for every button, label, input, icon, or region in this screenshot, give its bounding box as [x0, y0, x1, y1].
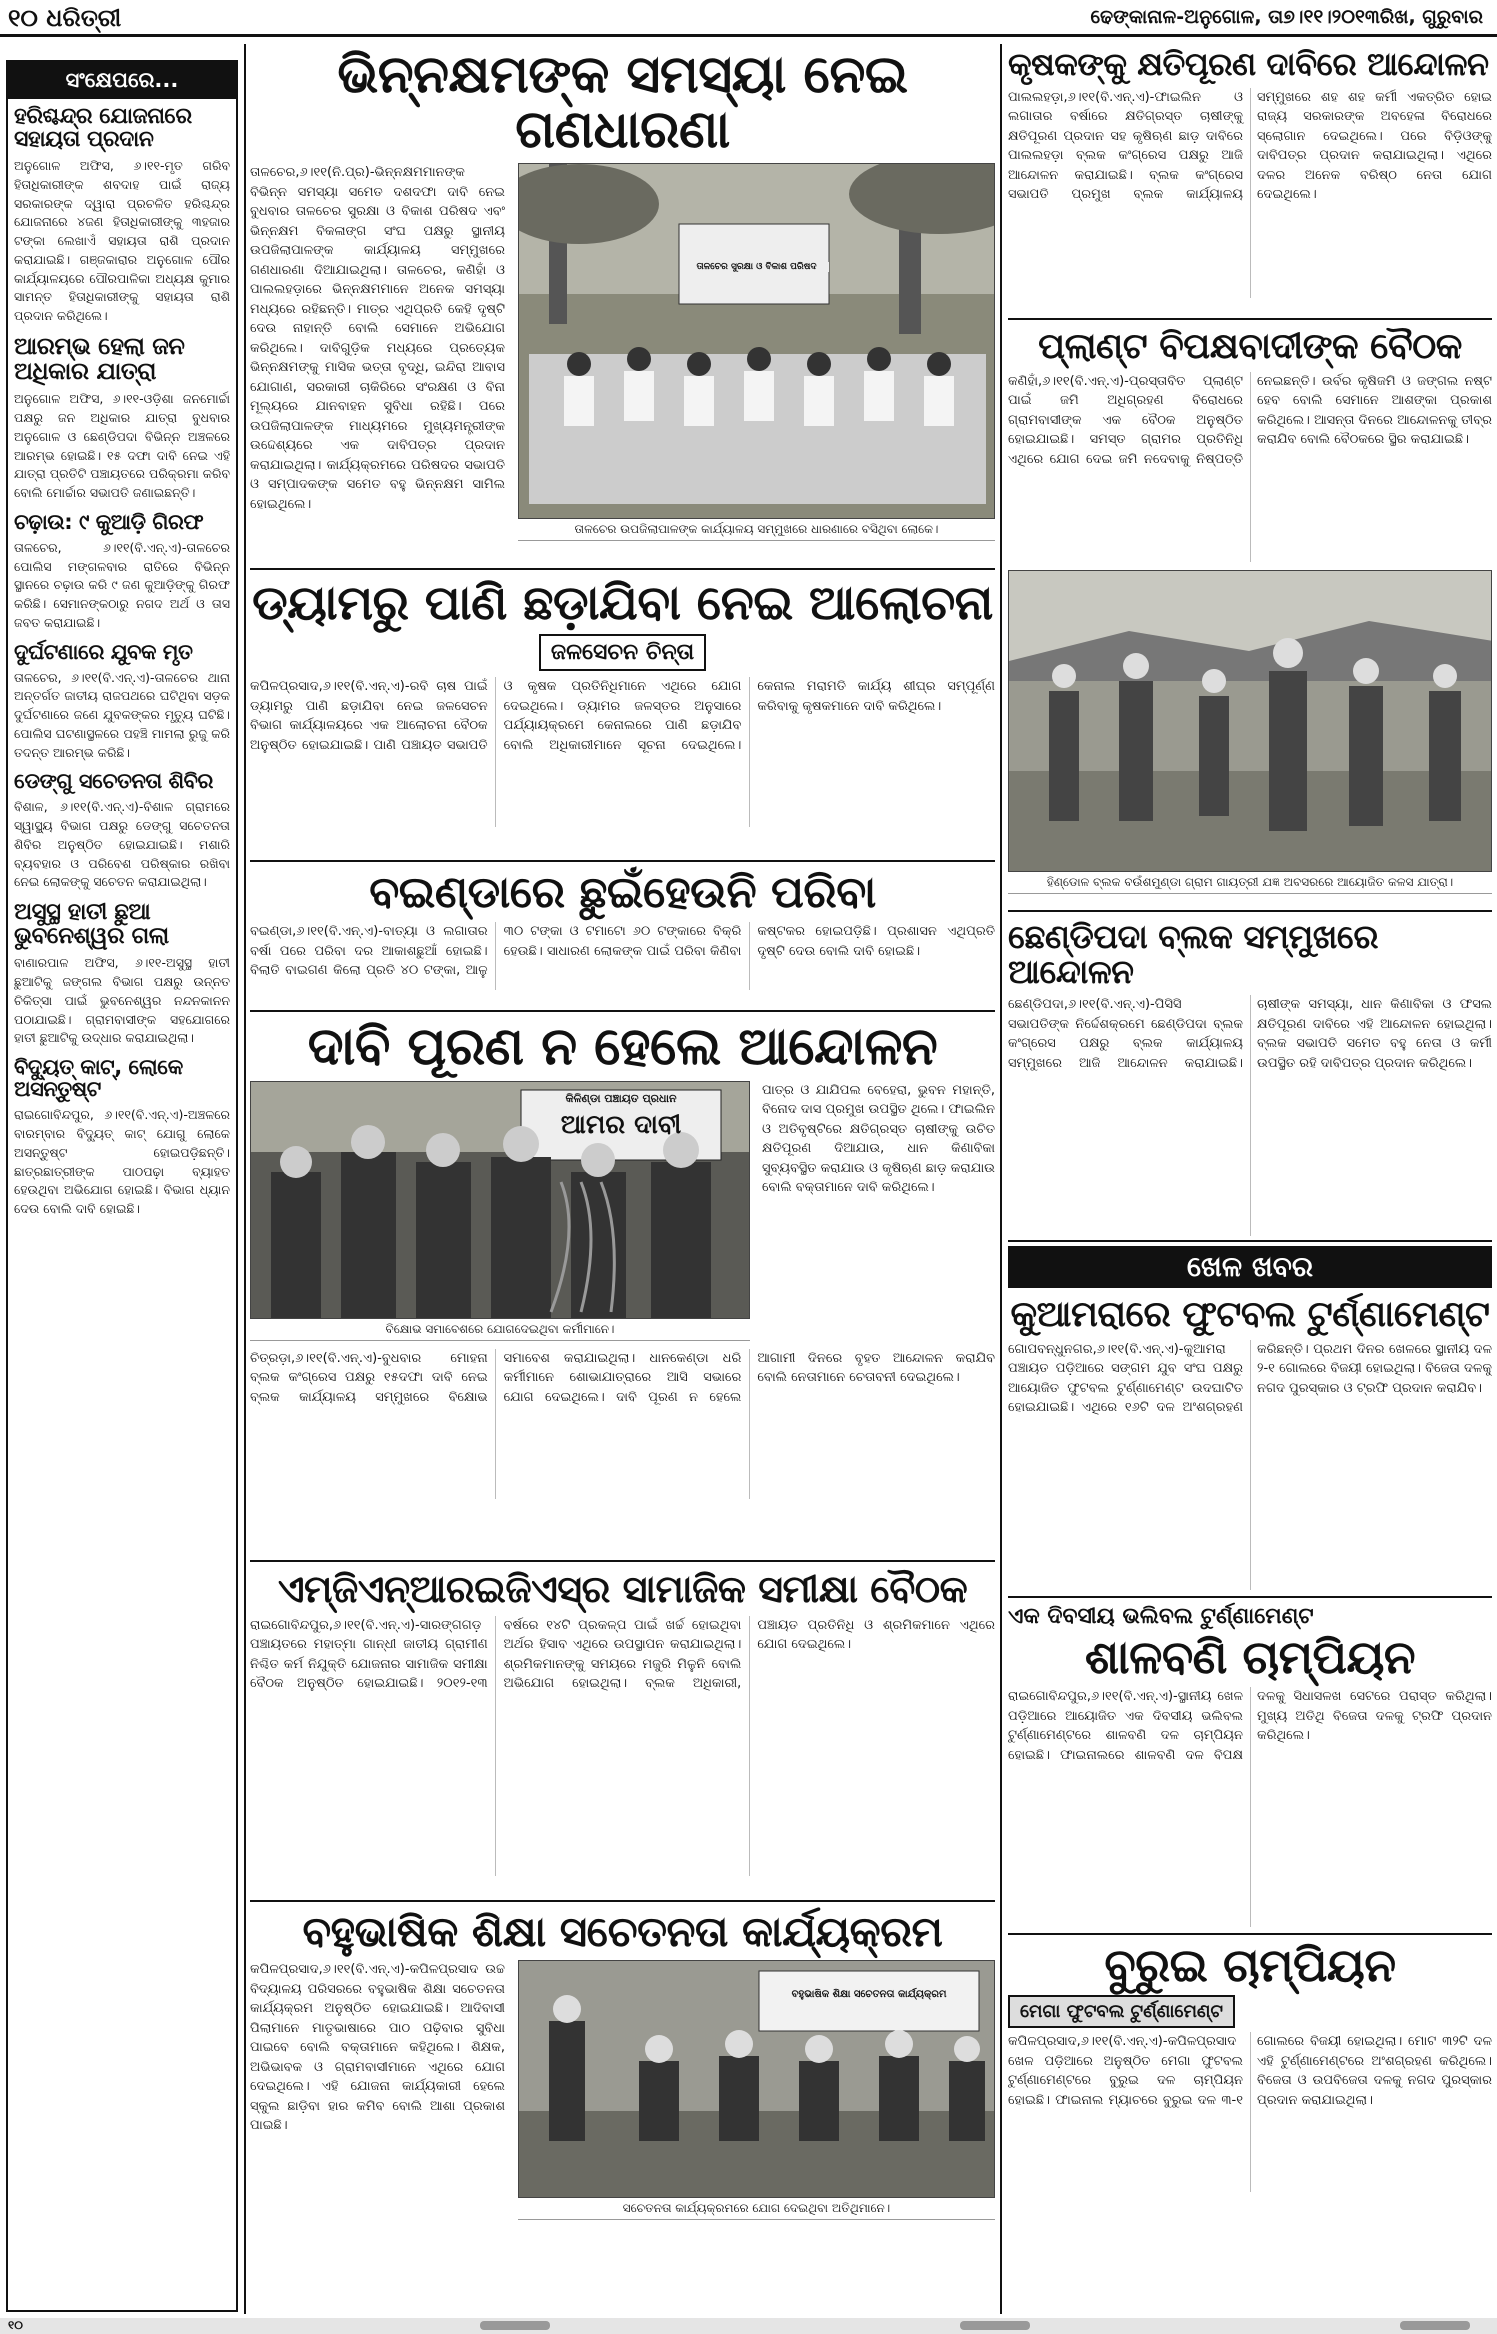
- photo-caption: ତାଳଚେର ଉପଜିଲାପାଳଙ୍କ କାର୍ଯ୍ୟାଳୟ ସମ୍ମୁଖରେ ଧାରଣାରେ ବସିଥିବା ଲୋକେ।: [518, 519, 995, 541]
- divider: [250, 860, 995, 862]
- brief-body: ରାଇଗୋବିନ୍ଦପୁର, ୬।୧୧(ବି.ଏନ୍.ଏ)-ଅଞ୍ଚଳରେ ବାରମ୍ବାର ବିଦ୍ୟୁତ୍ କାଟ୍ ଯୋଗୁ ଲୋକେ ଅସନ୍ତୁଷ୍ଟ ହୋଇପଡ଼ିଛନ୍ତି। ଛାତ୍ରଛାତ୍ରୀଙ୍କ ପାଠପଢ଼ା ବ୍ୟାହତ ହେଉଥିବା ଅଭିଯୋଗ ହୋଇଛି। ବିଭାଗ ଧ୍ୟାନ ଦେଉ ବୋଲି ଦାବି ହୋଇଛି।: [14, 1107, 230, 1217]
- story-photo: [518, 163, 995, 543]
- brief-headline: ଡେଙ୍ଗୁ ସଚେତନତା ଶିବିର: [14, 769, 213, 794]
- dharna-photo: [518, 163, 995, 519]
- sports-kicker: ମେଗା ଫୁଟବଲ ଟୁର୍ଣ୍ଣାମେଣ୍ଟ: [1008, 1995, 1235, 2028]
- story-kicker: ଜଳସେଚନ ଚିନ୍ତା: [539, 634, 706, 671]
- brief-body: ଅନୁଗୋଳ ଅଫିସ, ୬।୧୧-ମୃତ ଗରିବ ହିତାଧିକାରୀଙ୍କ ଶବଦାହ ପାଇଁ ରାଜ୍ୟ ସରକାରଙ୍କ ଦ୍ୱାରା ପ୍ରଚଳିତ ହରିଶ୍ଚନ୍ଦ୍ର ଯୋଜନାରେ ୪ଜଣ ହିତାଧିକାରୀଙ୍କୁ ୩ହଜାର ଟଙ୍କା ଲେଖାଏଁ ସହାୟତା ରାଶି ପ୍ରଦାନ କରାଯାଇଛି। ଗଞ୍ଜକାରାର ଅନୁଗୋଳ ପୌର କାର୍ଯ୍ୟାଳୟରେ ପୌରପାଳିକା ଅଧ୍ୟକ୍ଷ କୁମାର ସାମନ୍ତ ହିତାଧିକାରୀଙ୍କୁ ସହାୟତା ରାଶି ପ୍ରଦାନ କରିଥିଲେ।: [14, 158, 230, 324]
- page-header: [0, 0, 1497, 37]
- divider: [1008, 1596, 1492, 1598]
- divider: [250, 568, 995, 570]
- story-headline: ଦାବି ପୂରଣ ନ ହେଲେ ଆନ୍ଦୋଳନ: [307, 1017, 938, 1077]
- brief-item: [14, 900, 230, 1048]
- story-multilingual-education: [250, 1906, 995, 2316]
- story-body: ତାଳଚେର,୬।୧୧(ନି.ପ୍ର)-ଭିନ୍ନକ୍ଷମମାନଙ୍କ ବିଭିନ୍ନ ସମସ୍ୟା ସମେତ ଦଶଦଫା ଦାବି ନେଇ ବୁଧବାର ତାଳଚେର ସୁରକ୍ଷା ଓ ବିକାଶ ପରିଷଦ ଏବଂ ଭିନ୍ନକ୍ଷମ ବିକଳାଙ୍ଗ ସଂଘ ପକ୍ଷରୁ ସ୍ଥାନୀୟ ଉପଜିଲାପାଳଙ୍କ କାର୍ଯ୍ୟାଳୟ ସମ୍ମୁଖରେ ଗଣଧାରଣା ଦିଆଯାଇଥିଲା। ତାଳଚେର, କଣିହାଁ ଓ ପାଲଲହଡ଼ାରେ ଭିନ୍ନକ୍ଷମମାନେ ଅନେକ ସମସ୍ୟା ମଧ୍ୟରେ ରହିଛନ୍ତି। ମାତ୍ର ଏଥିପ୍ରତି କେହି ଦୃଷ୍ଟି ଦେଉ ନାହାନ୍ତି ବୋଲି ସେମାନେ ଅଭିଯୋଗ କରିଥିଲେ। ଦାବିଗୁଡ଼ିକ ମଧ୍ୟରେ ପ୍ରତ୍ୟେକ ଭିନ୍ନକ୍ଷମଙ୍କୁ ମାସିକ ଭତ୍ତା ବୃଦ୍ଧି, ଇନ୍ଦିରା ଆବାସ ଯୋଗାଣ, ସରକାରୀ ଚାକିରିରେ ସଂରକ୍ଷଣ ଓ ବିନା ମୂଲ୍ୟରେ ଯାନବାହନ ସୁବିଧା ରହିଛି। ପରେ ଉପଜିଲାପାଳଙ୍କ ମାଧ୍ୟମରେ ମୁଖ୍ୟମନ୍ତ୍ରୀଙ୍କ ଉଦ୍ଦେଶ୍ୟରେ ଏକ ଦାବିପତ୍ର ପ୍ରଦାନ କରାଯାଇଥିଲା। କାର୍ଯ୍ୟକ୍ରମରେ ପରିଷଦର ସଭାପତି ଓ ସମ୍ପାଦକଙ୍କ ସମେତ ବହୁ ଭିନ୍ନକ୍ଷମ ସାମିଲ ହୋଇଥିଲେ।: [250, 165, 505, 512]
- brief-item: [14, 331, 230, 503]
- divider: [250, 1560, 995, 1562]
- story-chhendipada-protest: [1008, 916, 1492, 1236]
- story-body: ବଇଣ୍ଡା,୬।୧୧(ବି.ଏନ୍.ଏ)-ବାତ୍ୟା ଓ ଲଗାତାର ବର୍ଷା ପରେ ପରିବା ଦର ଆକାଶଛୁଆଁ ହୋଇଛି। ବିଲାତି ବାଇଗଣ କିଲୋ ପ୍ରତି ୪୦ ଟଙ୍କା, ଆଳୁ ୩୦ ଟଙ୍କା ଓ ଟମାଟୋ ୬୦ ଟଙ୍କାରେ ବିକ୍ରି ହେଉଛି। ସାଧାରଣ ଲୋକଙ୍କ ପାଇଁ ପରିବା କିଣିବା କଷ୍ଟକର ହୋଇପଡ଼ିଛି। ପ୍ରଶାସନ ଏଥିପ୍ରତି ଦୃଷ୍ଟି ଦେଉ ବୋଲି ଦାବି ହୋଇଛି।: [250, 924, 995, 979]
- sports-headline-volleyball: ଶାଳବଣି ଚାମ୍ପିୟନ: [1084, 1629, 1416, 1684]
- brief-item: [14, 770, 230, 892]
- story-body: ଚିତ୍ରଡ଼ା,୬।୧୧(ବି.ଏନ୍.ଏ)-ବୁଧବାର ମୋହନା ବ୍ଲକ କଂଗ୍ରେସ ପକ୍ଷରୁ ୧୫ଦଫା ଦାବି ନେଇ ବ୍ଲକ କାର୍ଯ୍ୟାଳୟ ସମ୍ମୁଖରେ ବିକ୍ଷୋଭ ସମାବେଶ କରାଯାଇଥିଲା। ଧାନକେଣ୍ଡା ଧରି କର୍ମୀମାନେ ଶୋଭାଯାତ୍ରାରେ ଆସି ସଭାରେ ଯୋଗ ଦେଇଥିଲେ। ଦାବି ପୂରଣ ନ ହେଲେ ଆଗାମୀ ଦିନରେ ବୃହତ ଆନ୍ଦୋଳନ କରାଯିବ ବୋଲି ନେତାମାନେ ଚେତାବନୀ ଦେଇଥିଲେ।: [250, 1350, 995, 1405]
- story-headline: ବଇଣ୍ଡାରେ ଛୁଇଁହେଉନି ପରିବା: [369, 867, 876, 918]
- sports-section-title: ଖେଳ ଖବର: [1008, 1246, 1492, 1288]
- story-body-side: ପାତ୍ର ଓ ଯାଯିପଲ ବେହେରା, ଭୁବନ ମହାନ୍ତି, ବିନୋଦ ଦାସ ପ୍ରମୁଖ ଉପସ୍ଥିତ ଥିଲେ। ଫାଇଲିନ ଓ ଅତିବୃଷ୍ଟିରେ କ୍ଷତିଗ୍ରସ୍ତ ଚାଷୀଙ୍କୁ ଉଚିତ କ୍ଷତିପୂରଣ ଦିଆଯାଉ, ଧାନ କିଣାବିକା ସୁବ୍ୟବସ୍ଥିତ କରାଯାଉ ଓ କୃଷିଋଣ ଛାଡ଼ କରାଯାଉ ବୋଲି ବକ୍ତାମାନେ ଦାବି କରିଥିଲେ।: [762, 1082, 995, 1196]
- kalasa-yatra-photo: [1008, 570, 1492, 872]
- photo-caption: ହିଣ୍ଡୋଳ ବ୍ଲକ ବଉଁଶମୁଣ୍ଡା ଗ୍ରାମ ଗାୟତ୍ରୀ ଯଜ୍ଞ ଅବସରରେ ଆୟୋଜିତ କଳସ ଯାତ୍ରା।: [1008, 872, 1492, 894]
- brief-headline: ଆରମ୍ଭ ହେଲା ଜନ ଅଧିକାର ଯାତ୍ରା: [14, 331, 185, 386]
- page-number-masthead: ୧୦ ଧରିତ୍ରୀ: [8, 4, 122, 32]
- sports-headline-football: କୁଆମରାରେ ଫୁଟବଲ ଟୁର୍ଣ୍ଣାମେଣ୍ଟ: [1010, 1294, 1490, 1335]
- photo-caption: ବିକ୍ଷୋଭ ସମାବେଶରେ ଯୋଗଦେଇଥିବା କର୍ମୀମାନେ।: [250, 1319, 750, 1341]
- divider: [250, 1900, 995, 1902]
- briefs-section-title: ସଂକ୍ଷେପରେ...: [8, 62, 236, 99]
- story-headline: ଛେଣ୍ଡିପଦା ବ୍ଲକ ସମ୍ମୁଖରେ ଆନ୍ଦୋଳନ: [1008, 917, 1378, 991]
- briefs-column: [6, 60, 238, 2312]
- story-dam-water: [250, 574, 995, 854]
- story-mgnregs-review: [250, 1566, 995, 1896]
- brief-headline: ଚଢ଼ାଉ: ୯ କୁଆଡ଼ି ଗିରଫ: [14, 509, 204, 534]
- divider: [250, 1010, 995, 1012]
- divider: [1008, 1240, 1492, 1242]
- story-plant-opposers: [1008, 324, 1492, 904]
- sports-body-volleyball: ରାଇଗୋବିନ୍ଦପୁର,୬।୧୧(ବି.ଏନ୍.ଏ)-ସ୍ଥାନୀୟ ଖେଳ ପଡ଼ିଆରେ ଆୟୋଜିତ ଏକ ଦିବସୀୟ ଭଲିବଲ ଟୁର୍ଣ୍ଣାମେଣ୍ଟରେ ଶାଳବଣି ଦଳ ଚାମ୍ପିୟନ ହୋଇଛି। ଫାଇନାଲରେ ଶାଳବଣି ଦଳ ବିପକ୍ଷ ଦଳକୁ ସିଧାସଳଖ ସେଟରେ ପରାସ୍ତ କରିଥିଲା। ମୁଖ୍ୟ ଅତିଥି ବିଜେତା ଦଳକୁ ଟ୍ରଫି ପ୍ରଦାନ କରିଥିଲେ।: [1008, 1689, 1492, 1763]
- divider: [1008, 318, 1492, 320]
- column-divider: [1000, 44, 1002, 2314]
- page-footer: [0, 2318, 1497, 2334]
- brief-body: ବିଶାଳ, ୬।୧୧(ବି.ଏନ୍.ଏ)-ବିଶାଳ ଗ୍ରାମରେ ସ୍ୱାସ୍ଥ୍ୟ ବିଭାଗ ପକ୍ଷରୁ ଡେଙ୍ଗୁ ସଚେତନତା ଶିବିର ଅନୁଷ୍ଠିତ ହୋଇଯାଇଛି। ମଶାରି ବ୍ୟବହାର ଓ ପରିବେଶ ପରିଷ୍କାର ରଖିବା ନେଇ ଲୋକଙ୍କୁ ସଚେତନ କରାଯାଇଥିଲା।: [14, 799, 230, 890]
- protest-photo: [250, 1081, 750, 1319]
- brief-item: [14, 105, 230, 326]
- story-headline: କୃଷକଙ୍କୁ କ୍ଷତିପୂରଣ ଦାବିରେ ଆନ୍ଦୋଳନ: [1008, 45, 1489, 83]
- brief-headline: ବିଦ୍ୟୁତ୍ କାଟ୍, ଲୋକେ ଅସନ୍ତୁଷ୍ଟ: [14, 1055, 183, 1102]
- kalasa-yatra-image: [1009, 571, 1492, 871]
- story-farmer-compensation: [1008, 44, 1492, 314]
- footer-page-number: ୧୦: [8, 2318, 23, 2332]
- sports-subhead-volleyball: ଏକ ଦିବସୀୟ ଭଲିବଲ ଟୁର୍ଣ୍ଣାମେଣ୍ଟ: [1008, 1603, 1314, 1629]
- sports-body-football: ଗୋପବନ୍ଧୁନଗର,୬।୧୧(ବି.ଏନ୍.ଏ)-କୁଆମରା ପଞ୍ଚାୟତ ପଡ଼ିଆରେ ସଙ୍ଗମ ଯୁବ ସଂଘ ପକ୍ଷରୁ ଆୟୋଜିତ ଫୁଟବଲ ଟୁର୍ଣ୍ଣାମେଣ୍ଟ ଉଦଘାଟିତ ହୋଇଯାଇଛି। ଏଥିରେ ୧୬ଟି ଦଳ ଅଂଶଗ୍ରହଣ କରିଛନ୍ତି। ପ୍ରଥମ ଦିନର ଖେଳରେ ସ୍ଥାନୀୟ ଦଳ ୨-୧ ଗୋଲରେ ବିଜୟୀ ହୋଇଥିଲା। ବିଜେତା ଦଳକୁ ନଗଦ ପୁରସ୍କାର ଓ ଟ୍ରଫି ପ୍ରଦାନ କରାଯିବ।: [1008, 1341, 1492, 1416]
- education-banner: ବହୁଭାଷିକ ଶିକ୍ଷା ସଚେତନତା କାର୍ଯ୍ୟକ୍ରମ: [791, 1989, 947, 2001]
- story-headline: ଭିନ୍ନକ୍ଷମଙ୍କ ସମସ୍ୟା ନେଇ ଗଣଧାରଣା: [337, 45, 908, 160]
- column-divider: [244, 44, 246, 2314]
- photo-banner: ତାଳଚେର ସୁରକ୍ଷା ଓ ବିକାଶ ପରିଷଦ: [684, 262, 829, 272]
- footer-mark: [480, 2321, 550, 2330]
- story-headline: ଏମ୍‌ଜିଏନ୍‌ଆରଇଜିଏସ୍‌ର ସାମାଜିକ ସମୀକ୍ଷା ବୈଠକ: [277, 1567, 968, 1611]
- brief-list: [14, 105, 230, 1219]
- dateline: ଢେଙ୍କାନାଳ-ଅନୁଗୋଳ, ତା୭।୧୧।୨୦୧୩ରିଖ, ଗୁରୁବାର: [1090, 6, 1483, 28]
- sports-section: [1008, 1246, 1492, 2314]
- brief-body: ତାଳଚେର, ୬।୧୧(ବି.ଏନ୍.ଏ)-ତାଳଚେର ପୋଲିସ ମଙ୍ଗଳବାର ରାତିରେ ବିଭିନ୍ନ ସ୍ଥାନରେ ଚଢ଼ାଉ କରି ୯ ଜଣ କୁଆଡ଼ିଙ୍କୁ ଗିରଫ କରିଛି। ସେମାନଙ୍କଠାରୁ ନଗଦ ଅର୍ଥ ଓ ତାସ ଜବତ କରାଯାଇଛି।: [14, 539, 230, 630]
- story-disabled-dharna: [250, 44, 995, 564]
- story-body: ରାଇଗୋବିନ୍ଦପୁର,୬।୧୧(ବି.ଏନ୍.ଏ)-ସାରଙ୍ଗଗଡ଼ ପଞ୍ଚାୟତରେ ମହାତ୍ମା ଗାନ୍ଧୀ ଜାତୀୟ ଗ୍ରାମୀଣ ନିଶ୍ଚିତ କର୍ମ ନିଯୁକ୍ତି ଯୋଜନାର ସାମାଜିକ ସମୀକ୍ଷା ବୈଠକ ଅନୁଷ୍ଠିତ ହୋଇଯାଇଛି। ୨୦୧୨-୧୩ ବର୍ଷରେ ୧୪ଟି ପ୍ରକଳ୍ପ ପାଇଁ ଖର୍ଚ୍ଚ ହୋଇଥିବା ଅର୍ଥର ହିସାବ ଏଥିରେ ଉପସ୍ଥାପନ କରାଯାଇଥିଲା। ଶ୍ରମିକମାନଙ୍କୁ ସମୟରେ ମଜୁରି ମିଳୁନି ବୋଲି ଅଭିଯୋଗ ହୋଇଥିଲା। ବ୍ଲକ ଅଧିକାରୀ, ପଞ୍ଚାୟତ ପ୍ରତିନିଧି ଓ ଶ୍ରମିକମାନେ ଏଥିରେ ଯୋଗ ଦେଇଥିଲେ।: [250, 1617, 995, 1692]
- sports-body-burui: କପିଳପ୍ରସାଦ,୬।୧୧(ବି.ଏନ୍.ଏ)-କପିଳପ୍ରସାଦ ଖେଳ ପଡ଼ିଆରେ ଅନୁଷ୍ଠିତ ମେଗା ଫୁଟବଲ ଟୁର୍ଣ୍ଣାମେଣ୍ଟରେ ବୁରୁଇ ଦଳ ଚାମ୍ପିୟନ ହୋଇଛି। ଫାଇନାଲ ମ୍ୟାଚରେ ବୁରୁଇ ଦଳ ୩-୧ ଗୋଲରେ ବିଜୟୀ ହୋଇଥିଲା। ମୋଟ ୩୨ଟି ଦଳ ଏହି ଟୁର୍ଣ୍ଣାମେଣ୍ଟରେ ଅଂଶଗ୍ରହଣ କରିଥିଲେ। ବିଜେତା ଓ ଉପବିଜେତା ଦଳକୁ ନଗଦ ପୁରସ୍କାର ପ୍ରଦାନ କରାଯାଇଥିଲା।: [1008, 2034, 1492, 2108]
- brief-item: [14, 1056, 230, 1219]
- brief-body: ବାଣାରପାଳ ଅଫିସ, ୬।୧୧-ଅସୁସ୍ଥ ହାତୀ ଛୁଆଟିକୁ ଜଙ୍ଗଲ ବିଭାଗ ପକ୍ଷରୁ ଉନ୍ନତ ଚିକିତ୍ସା ପାଇଁ ଭୁବନେଶ୍ୱର ନନ୍ଦନକାନନ ପଠାଯାଇଛି। ଗ୍ରାମବାସୀଙ୍କ ସହଯୋଗରେ ହାତୀ ଛୁଆଟିକୁ ଉଦ୍ଧାର କରାଯାଇଥିଲା।: [14, 955, 230, 1046]
- story-headline: ପ୍ଲାଣ୍ଟ ବିପକ୍ଷବାଦୀଙ୍କ ବୈଠକ: [1038, 326, 1462, 367]
- footer-mark: [1400, 2321, 1470, 2330]
- story-photo: [250, 1081, 750, 1341]
- divider: [1008, 910, 1492, 912]
- brief-headline: ଅସୁସ୍ଥ ହାତୀ ଛୁଆ ଭୁବନେଶ୍ୱର ଗଲା: [14, 899, 169, 950]
- brief-body: ତାଳଚେର, ୬।୧୧(ବି.ଏନ୍.ଏ)-ତାଳଚେର ଥାନା ଅନ୍ତର୍ଗତ ଜାତୀୟ ରାଜପଥରେ ଘଟିଥିବା ସଡ଼କ ଦୁର୍ଘଟଣାରେ ଜଣେ ଯୁବକଙ୍କର ମୃତ୍ୟୁ ଘଟିଛି। ପୋଲିସ ଘଟଣାସ୍ଥଳରେ ପହଞ୍ଚି ମାମଲା ରୁଜୁ କରି ତଦନ୍ତ ଆରମ୍ଭ କରିଛି।: [14, 669, 230, 760]
- story-headline: ବହୁଭାଷିକ ଶିକ୍ଷା ସଚେତନତା କାର୍ଯ୍ୟକ୍ରମ: [302, 1907, 943, 1956]
- story-demands-protest: [250, 1016, 995, 1556]
- story-body: ପାଲଲହଡ଼ା,୬।୧୧(ବି.ଏନ୍.ଏ)-ଫାଇଲିନ ଓ ଲଗାତାର ବର୍ଷାରେ କ୍ଷତିଗ୍ରସ୍ତ ଚାଷୀଙ୍କୁ କ୍ଷତିପୂରଣ ପ୍ରଦାନ ସହ କୃଷିଋଣ ଛାଡ଼ ଦାବିରେ ପାଲଲହଡ଼ା ବ୍ଲକ କଂଗ୍ରେସ ପକ୍ଷରୁ ଆଜି ଆନ୍ଦୋଳନ କରାଯାଇଛି। ବ୍ଲକ କଂଗ୍ରେସ ସଭାପତି ପ୍ରମୁଖ ବ୍ଲକ କାର୍ଯ୍ୟାଳୟ ସମ୍ମୁଖରେ ଶହ ଶହ କର୍ମୀ ଏକତ୍ରିତ ହୋଇ ରାଜ୍ୟ ସରକାରଙ୍କ ଅବହେଳା ବିରୋଧରେ ସ୍ଲୋଗାନ ଦେଇଥିଲେ। ପରେ ବିଡ଼ିଓଙ୍କୁ ଦାବିପତ୍ର ପ୍ରଦାନ କରାଯାଇଥିଲା। ଏଥିରେ ଦଳର ଅନେକ ବରିଷ୍ଠ ନେତା ଯୋଗ ଦେଇଥିଲେ।: [1008, 89, 1492, 203]
- story-body: କପିଳପ୍ରସାଦ,୬।୧୧(ବି.ଏନ୍.ଏ)-କପିଳପ୍ରସାଦ ଉଚ୍ଚ ବିଦ୍ୟାଳୟ ପରିସରରେ ବହୁଭାଷିକ ଶିକ୍ଷା ସଚେତନତା କାର୍ଯ୍ୟକ୍ରମ ଅନୁଷ୍ଠିତ ହୋଇଯାଇଛି। ଆଦିବାସୀ ପିଲାମାନେ ମାତୃଭାଷାରେ ପାଠ ପଢ଼ିବାର ସୁବିଧା ପାଇବେ ବୋଲି ବକ୍ତାମାନେ କହିଥିଲେ। ଶିକ୍ଷକ, ଅଭିଭାବକ ଓ ଗ୍ରାମବାସୀମାନେ ଏଥିରେ ଯୋଗ ଦେଇଥିଲେ। ଏହି ଯୋଜନା କାର୍ଯ୍ୟକାରୀ ହେଲେ ସ୍କୁଲ ଛାଡ଼ିବା ହାର କମିବ ବୋଲି ଆଶା ପ୍ରକାଶ ପାଇଛି।: [250, 1962, 505, 2134]
- brief-headline: ହରିଶ୍ଚନ୍ଦ୍ର ଯୋଜନାରେ ସହାୟତା ପ୍ରଦାନ: [14, 104, 192, 153]
- education-photo: [518, 1960, 995, 2198]
- sports-headline-burui: ବୁରୁଇ ଚାମ୍ପିୟନ: [1104, 1938, 1396, 1993]
- story-body: କପିଳପ୍ରସାଦ,୬।୧୧(ବି.ଏନ୍.ଏ)-ରବି ଚାଷ ପାଇଁ ଡ୍ୟାମରୁ ପାଣି ଛଡ଼ାଯିବା ନେଇ ଜଳସେଚନ ବିଭାଗ କାର୍ଯ୍ୟାଳୟରେ ଏକ ଆଲୋଚନା ବୈଠକ ଅନୁଷ୍ଠିତ ହୋଇଯାଇଛି। ପାଣି ପଞ୍ଚାୟତ ସଭାପତି ଓ କୃଷକ ପ୍ରତିନିଧିମାନେ ଏଥିରେ ଯୋଗ ଦେଇଥିଲେ। ଡ୍ୟାମର ଜଳସ୍ତର ଅନୁସାରେ ପର୍ଯ୍ୟାୟକ୍ରମେ କେନାଲରେ ପାଣି ଛଡ଼ାଯିବ ବୋଲି ଅଧିକାରୀମାନେ ସୂଚନା ଦେଇଥିଲେ। କେନାଲ ମରାମତି କାର୍ଯ୍ୟ ଶୀଘ୍ର ସମ୍ପୂର୍ଣ୍ଣ କରିବାକୁ କୃଷକମାନେ ଦାବି କରିଥିଲେ।: [250, 679, 995, 753]
- story-photo: [518, 1960, 995, 2220]
- story-body: ଛେଣ୍ଡିପଦା,୬।୧୧(ବି.ଏନ୍.ଏ)-ପିସିସି ସଭାପତିଙ୍କ ନିର୍ଦ୍ଦେଶକ୍ରମେ ଛେଣ୍ଡିପଦା ବ୍ଲକ କଂଗ୍ରେସ ପକ୍ଷରୁ ବ୍ଲକ କାର୍ଯ୍ୟାଳୟ ସମ୍ମୁଖରେ ଆଜି ଆନ୍ଦୋଳନ କରାଯାଇଛି। ଚାଷୀଙ୍କ ସମସ୍ୟା, ଧାନ କିଣାବିକା ଓ ଫସଲ କ୍ଷତିପୂରଣ ଦାବିରେ ଏହି ଆନ୍ଦୋଳନ ହୋଇଥିଲା। ବ୍ଲକ ସଭାପତି ସମେତ ବହୁ ନେତା ଓ କର୍ମୀ ଉପସ୍ଥିତ ରହି ଦାବିପତ୍ର ପ୍ରଦାନ କରିଥିଲେ।: [1008, 997, 1492, 1071]
- story-body: କଣିହାଁ,୬।୧୧(ବି.ଏନ୍.ଏ)-ପ୍ରସ୍ତାବିତ ପ୍ଲାଣ୍ଟ ପାଇଁ ଜମି ଅଧିଗ୍ରହଣ ବିରୋଧରେ ଗ୍ରାମବାସୀଙ୍କ ଏକ ବୈଠକ ଅନୁଷ୍ଠିତ ହୋଇଯାଇଛି। ସମସ୍ତ ଗ୍ରାମର ପ୍ରତିନିଧି ଏଥିରେ ଯୋଗ ଦେଇ ଜମି ନଦେବାକୁ ନିଷ୍ପତ୍ତି ନେଇଛନ୍ତି। ଉର୍ବର କୃଷିଜମି ଓ ଜଙ୍ଗଲ ନଷ୍ଟ ହେବ ବୋଲି ସେମାନେ ଆଶଙ୍କା ପ୍ରକାଶ କରିଥିଲେ। ଆସନ୍ତା ଦିନରେ ଆନ୍ଦୋଳନକୁ ତୀବ୍ର କରାଯିବ ବୋଲି ବୈଠକରେ ସ୍ଥିର କରାଯାଇଛି।: [1008, 373, 1492, 467]
- brief-headline: ଦୁର୍ଘଟଣାରେ ଯୁବକ ମୃତ: [14, 639, 193, 664]
- divider: [1008, 1933, 1492, 1935]
- banner-main: ଆମର ଦାବୀ: [560, 1109, 682, 1140]
- banner-top: କିଳିଣ୍ଡା ପଞ୍ଚାୟତ ପ୍ରଧାନ: [565, 1091, 677, 1105]
- dharna-photo-image: [519, 164, 995, 518]
- story-vegetable-prices: [250, 866, 995, 1006]
- story-headline: ଡ୍ୟାମରୁ ପାଣି ଛଡ଼ାଯିବା ନେଇ ଆଲୋଚନା: [252, 575, 993, 631]
- brief-item: [14, 511, 230, 633]
- brief-item: [14, 641, 230, 763]
- footer-mark: [960, 2321, 1030, 2330]
- brief-body: ଅନୁଗୋଳ ଅଫିସ, ୬।୧୧-ଓଡ଼ିଶା ଜନମୋର୍ଚ୍ଚା ପକ୍ଷରୁ ଜନ ଅଧିକାର ଯାତ୍ରା ବୁଧବାର ଅନୁଗୋଳ ଓ ଛେଣ୍ଡିପଦା ବିଭିନ୍ନ ଅଞ୍ଚଳରେ ଆରମ୍ଭ ହୋଇଛି। ୧୫ ଦଫା ଦାବି ନେଇ ଏହି ଯାତ୍ରା ପ୍ରତିଟି ପଞ୍ଚାୟତରେ ପରିକ୍ରମା କରିବ ବୋଲି ମୋର୍ଚ୍ଚାର ସଭାପତି ଜଣାଇଛନ୍ତି।: [14, 391, 230, 501]
- photo-caption: ସଚେତନତା କାର୍ଯ୍ୟକ୍ରମରେ ଯୋଗ ଦେଇଥିବା ଅତିଥିମାନେ।: [518, 2198, 995, 2220]
